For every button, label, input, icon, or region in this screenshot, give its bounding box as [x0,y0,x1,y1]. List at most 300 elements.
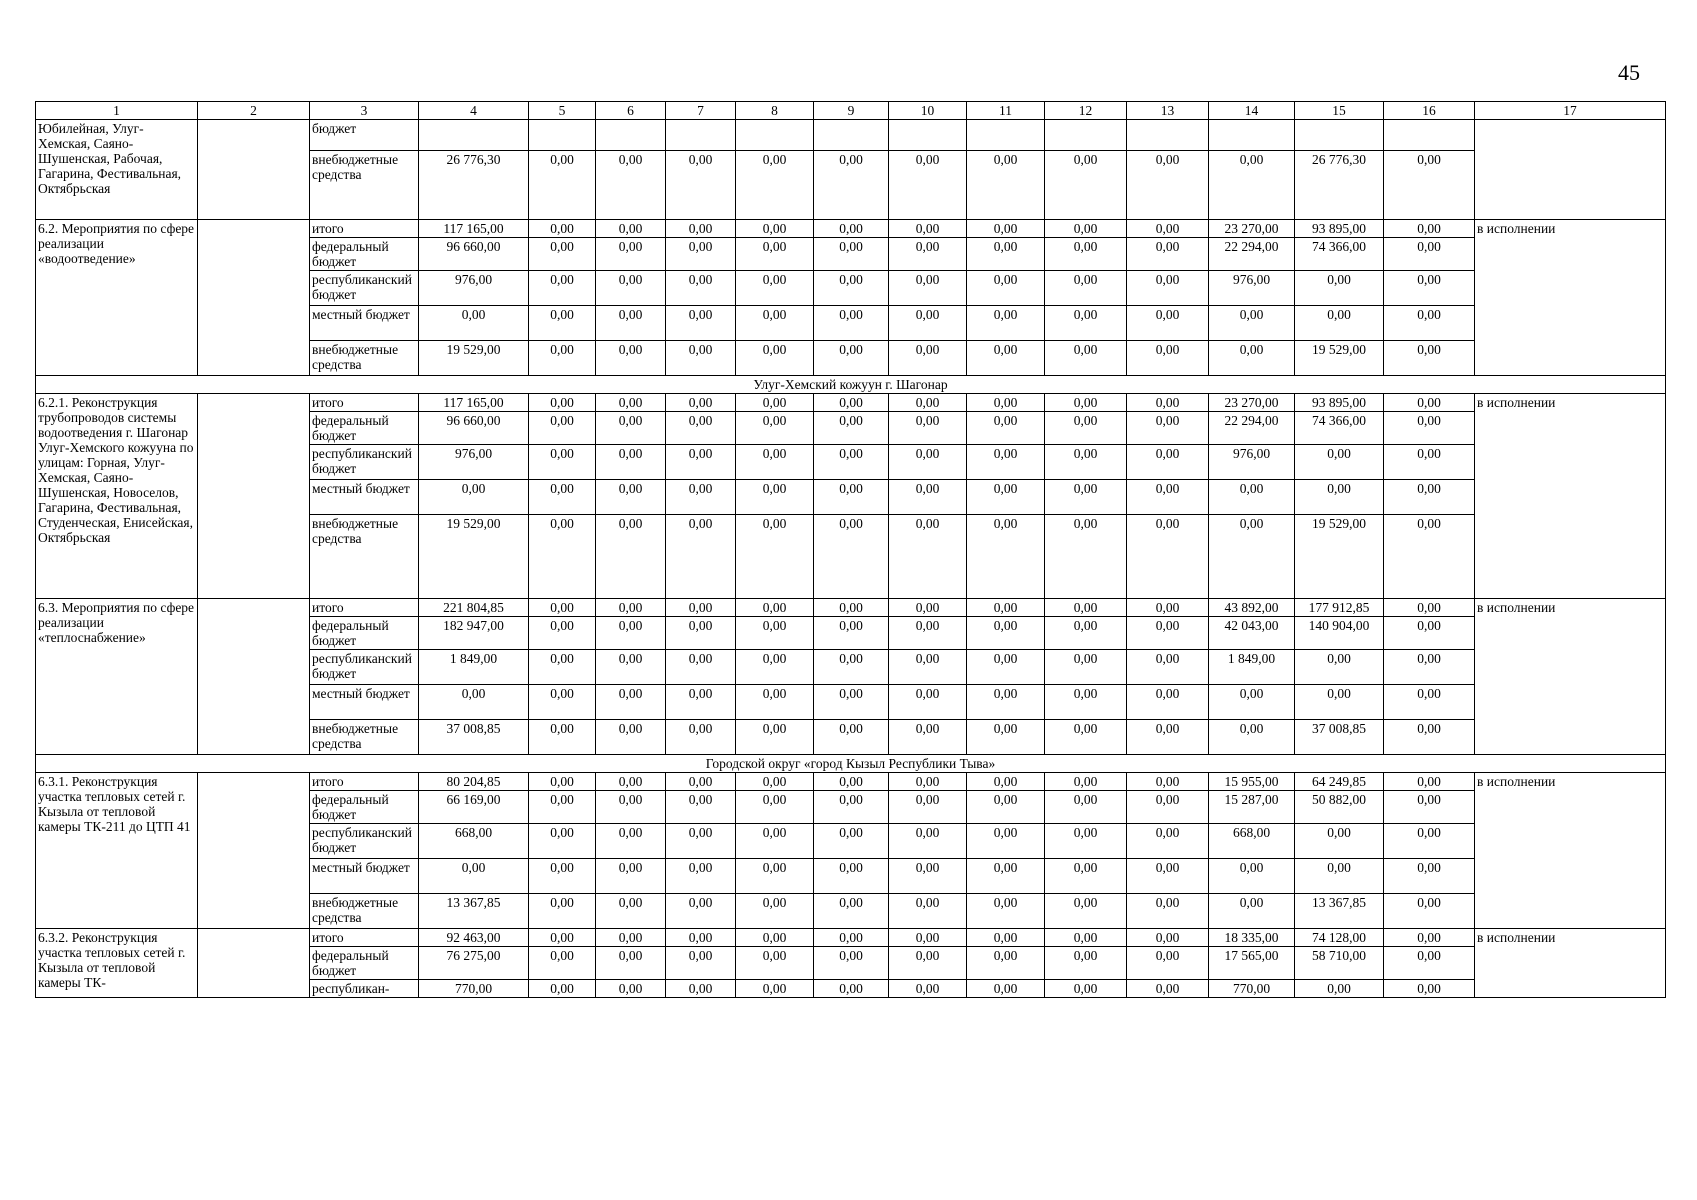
amount-cell: 0,00 [736,445,814,480]
amount-cell: 0,00 [967,480,1045,515]
table-row [36,120,1666,151]
amount-cell: 0,00 [1127,599,1209,617]
amount-cell: 0,00 [967,720,1045,755]
amount-cell: 0,00 [596,151,666,220]
budget-table [35,101,1666,998]
amount-cell: 0,00 [967,151,1045,220]
amount-cell: 0,00 [1384,151,1475,220]
funding-source: итого [310,220,419,238]
amount-cell: 0,00 [596,859,666,894]
amount-cell: 0,00 [814,980,889,998]
amount-cell: 0,00 [529,515,596,599]
amount-cell: 770,00 [419,980,529,998]
amount-cell: 96 660,00 [419,412,529,445]
amount-cell: 0,00 [1295,685,1384,720]
amount-cell: 26 776,30 [1295,151,1384,220]
table-row [36,773,1666,791]
amount-cell: 0,00 [529,791,596,824]
amount-cell: 19 529,00 [1295,515,1384,599]
amount-cell [666,120,736,151]
amount-cell: 0,00 [967,894,1045,929]
column-2-cell [198,120,310,220]
funding-source: внебюджетные средства [310,341,419,376]
amount-cell: 0,00 [529,445,596,480]
amount-cell: 0,00 [814,445,889,480]
amount-cell: 0,00 [889,412,967,445]
amount-cell: 0,00 [1384,341,1475,376]
amount-cell: 0,00 [736,151,814,220]
amount-cell: 0,00 [596,947,666,980]
amount-cell: 0,00 [1045,685,1127,720]
amount-cell: 17 565,00 [1209,947,1295,980]
amount-cell: 0,00 [596,980,666,998]
amount-cell: 0,00 [1045,341,1127,376]
amount-cell: 0,00 [1295,445,1384,480]
amount-cell [419,120,529,151]
amount-cell: 0,00 [736,791,814,824]
amount-cell: 0,00 [967,445,1045,480]
amount-cell: 0,00 [1384,306,1475,341]
amount-cell: 0,00 [1127,151,1209,220]
amount-cell: 0,00 [736,650,814,685]
status-cell: в исполнении [1475,929,1666,998]
amount-cell: 0,00 [1384,412,1475,445]
amount-cell: 0,00 [1384,894,1475,929]
amount-cell: 0,00 [1384,617,1475,650]
amount-cell: 74 366,00 [1295,412,1384,445]
activity-name: 6.3. Мероприятия по сфере реализации «теплоснабжение» [36,599,198,755]
amount-cell: 0,00 [1127,445,1209,480]
amount-cell: 0,00 [967,824,1045,859]
section-title-row [36,376,1666,394]
funding-source: местный бюджет [310,685,419,720]
amount-cell: 0,00 [889,980,967,998]
amount-cell: 0,00 [1384,599,1475,617]
amount-cell: 0,00 [736,617,814,650]
amount-cell: 0,00 [736,947,814,980]
amount-cell: 0,00 [1209,151,1295,220]
amount-cell: 0,00 [419,685,529,720]
amount-cell: 0,00 [1127,980,1209,998]
amount-cell: 0,00 [1384,650,1475,685]
amount-cell: 976,00 [419,271,529,306]
amount-cell: 0,00 [596,394,666,412]
amount-cell: 0,00 [1045,220,1127,238]
amount-cell: 0,00 [967,650,1045,685]
amount-cell: 13 367,85 [419,894,529,929]
amount-cell: 0,00 [666,341,736,376]
table-row [36,220,1666,238]
amount-cell: 668,00 [419,824,529,859]
activity-name: 6.2.1. Реконструкция трубопроводов системы водоотведения г. Шагонар Улуг-Хемского кожууна по улицам: Горная, Улуг-Хемская, Саяно-Шушенская, Новоселов, Гагарина, Фестивальная, Студенческая, Енисейская, Октябрьская [36,394,198,599]
amount-cell: 976,00 [1209,445,1295,480]
amount-cell: 0,00 [1295,306,1384,341]
amount-cell: 0,00 [967,947,1045,980]
amount-cell: 0,00 [529,617,596,650]
amount-cell: 221 804,85 [419,599,529,617]
amount-cell: 0,00 [596,271,666,306]
amount-cell: 0,00 [666,394,736,412]
amount-cell: 0,00 [1045,947,1127,980]
amount-cell: 0,00 [889,220,967,238]
amount-cell [1295,120,1384,151]
amount-cell: 0,00 [529,599,596,617]
amount-cell: 0,00 [1127,859,1209,894]
amount-cell: 0,00 [666,720,736,755]
amount-cell: 0,00 [1045,617,1127,650]
amount-cell: 23 270,00 [1209,220,1295,238]
amount-cell: 0,00 [666,617,736,650]
amount-cell: 0,00 [1045,720,1127,755]
amount-cell: 0,00 [1127,220,1209,238]
amount-cell: 0,00 [529,412,596,445]
amount-cell: 0,00 [1127,791,1209,824]
column-number: 12 [1045,102,1127,120]
amount-cell: 0,00 [529,824,596,859]
amount-cell: 0,00 [736,341,814,376]
column-number-row [36,102,1666,120]
amount-cell: 37 008,85 [419,720,529,755]
amount-cell: 0,00 [1045,791,1127,824]
amount-cell: 0,00 [666,859,736,894]
amount-cell: 0,00 [1127,412,1209,445]
amount-cell: 0,00 [529,306,596,341]
amount-cell: 0,00 [967,599,1045,617]
amount-cell: 0,00 [419,859,529,894]
amount-cell: 0,00 [666,445,736,480]
amount-cell: 93 895,00 [1295,394,1384,412]
amount-cell: 140 904,00 [1295,617,1384,650]
amount-cell: 0,00 [1209,720,1295,755]
funding-source: внебюджетные средства [310,720,419,755]
amount-cell: 0,00 [1045,445,1127,480]
funding-source: итого [310,599,419,617]
amount-cell [967,120,1045,151]
amount-cell: 0,00 [529,929,596,947]
amount-cell: 0,00 [967,617,1045,650]
amount-cell: 0,00 [736,773,814,791]
amount-cell: 0,00 [1127,306,1209,341]
amount-cell: 0,00 [736,929,814,947]
amount-cell: 0,00 [1209,515,1295,599]
amount-cell: 0,00 [1127,824,1209,859]
table-row [36,599,1666,617]
amount-cell: 0,00 [1209,341,1295,376]
amount-cell: 0,00 [1127,773,1209,791]
amount-cell: 117 165,00 [419,220,529,238]
amount-cell: 668,00 [1209,824,1295,859]
amount-cell: 0,00 [666,220,736,238]
funding-source: внебюджетные средства [310,515,419,599]
column-number: 3 [310,102,419,120]
status-cell: в исполнении [1475,394,1666,599]
funding-source: внебюджетные средства [310,151,419,220]
amount-cell: 92 463,00 [419,929,529,947]
amount-cell: 0,00 [1384,947,1475,980]
amount-cell [529,120,596,151]
amount-cell: 0,00 [596,220,666,238]
amount-cell: 13 367,85 [1295,894,1384,929]
amount-cell: 0,00 [889,515,967,599]
status-cell [1475,120,1666,220]
amount-cell: 0,00 [1384,220,1475,238]
amount-cell: 0,00 [1127,685,1209,720]
amount-cell: 74 128,00 [1295,929,1384,947]
amount-cell: 0,00 [529,720,596,755]
amount-cell: 0,00 [666,894,736,929]
amount-cell: 0,00 [1384,980,1475,998]
amount-cell: 0,00 [529,394,596,412]
amount-cell: 0,00 [814,341,889,376]
amount-cell: 0,00 [529,980,596,998]
funding-source: федеральный бюджет [310,791,419,824]
amount-cell: 770,00 [1209,980,1295,998]
amount-cell: 0,00 [814,238,889,271]
amount-cell: 0,00 [967,515,1045,599]
amount-cell: 0,00 [419,306,529,341]
activity-name: 6.3.1. Реконструкция участка тепловых сетей г. Кызыла от тепловой камеры ТК-211 до ЦТП 41 [36,773,198,929]
amount-cell: 182 947,00 [419,617,529,650]
amount-cell: 0,00 [1209,859,1295,894]
amount-cell: 0,00 [1045,980,1127,998]
amount-cell: 0,00 [889,306,967,341]
amount-cell: 0,00 [967,685,1045,720]
funding-source: республиканский бюджет [310,445,419,480]
amount-cell: 0,00 [529,220,596,238]
amount-cell: 0,00 [814,271,889,306]
amount-cell: 0,00 [814,220,889,238]
funding-source: федеральный бюджет [310,947,419,980]
status-cell: в исполнении [1475,773,1666,929]
amount-cell: 0,00 [736,980,814,998]
amount-cell: 0,00 [967,980,1045,998]
amount-cell: 0,00 [596,445,666,480]
amount-cell: 0,00 [1127,617,1209,650]
amount-cell: 0,00 [814,650,889,685]
amount-cell: 66 169,00 [419,791,529,824]
amount-cell: 0,00 [666,824,736,859]
amount-cell: 0,00 [814,824,889,859]
amount-cell: 0,00 [596,720,666,755]
amount-cell: 0,00 [736,685,814,720]
amount-cell: 0,00 [596,341,666,376]
funding-source: республикан- [310,980,419,998]
amount-cell: 0,00 [889,650,967,685]
amount-cell: 23 270,00 [1209,394,1295,412]
amount-cell: 0,00 [967,929,1045,947]
amount-cell: 0,00 [1384,720,1475,755]
funding-source: местный бюджет [310,306,419,341]
funding-source: бюджет [310,120,419,151]
amount-cell: 0,00 [814,773,889,791]
funding-source: республиканский бюджет [310,824,419,859]
amount-cell: 0,00 [666,151,736,220]
amount-cell: 19 529,00 [419,515,529,599]
amount-cell [1384,120,1475,151]
amount-cell: 0,00 [666,599,736,617]
amount-cell: 0,00 [889,341,967,376]
amount-cell: 0,00 [1384,929,1475,947]
amount-cell: 0,00 [596,480,666,515]
amount-cell: 50 882,00 [1295,791,1384,824]
section-title: Улуг-Хемский кожуун г. Шагонар [36,376,1666,394]
amount-cell: 0,00 [1384,859,1475,894]
amount-cell: 0,00 [889,480,967,515]
amount-cell: 15 287,00 [1209,791,1295,824]
amount-cell: 0,00 [666,791,736,824]
amount-cell: 0,00 [889,271,967,306]
amount-cell: 0,00 [1384,445,1475,480]
amount-cell: 18 335,00 [1209,929,1295,947]
funding-source: внебюджетные средства [310,894,419,929]
column-2-cell [198,929,310,998]
amount-cell: 0,00 [1127,720,1209,755]
amount-cell: 0,00 [1384,685,1475,720]
page-number: 45 [1618,60,1640,85]
amount-cell: 0,00 [529,650,596,685]
amount-cell: 0,00 [596,412,666,445]
amount-cell: 58 710,00 [1295,947,1384,980]
column-number: 6 [596,102,666,120]
amount-cell [889,120,967,151]
funding-source: республиканский бюджет [310,650,419,685]
amount-cell: 0,00 [1127,650,1209,685]
amount-cell: 0,00 [967,238,1045,271]
column-number: 8 [736,102,814,120]
amount-cell: 0,00 [1045,599,1127,617]
funding-source: федеральный бюджет [310,617,419,650]
amount-cell: 0,00 [814,929,889,947]
amount-cell: 0,00 [736,824,814,859]
amount-cell: 0,00 [596,650,666,685]
amount-cell: 0,00 [1209,894,1295,929]
amount-cell: 0,00 [666,980,736,998]
amount-cell: 19 529,00 [419,341,529,376]
amount-cell: 0,00 [889,394,967,412]
amount-cell: 0,00 [1295,859,1384,894]
amount-cell: 0,00 [596,599,666,617]
amount-cell: 0,00 [666,306,736,341]
amount-cell: 0,00 [1209,685,1295,720]
column-number: 7 [666,102,736,120]
amount-cell: 0,00 [666,515,736,599]
amount-cell: 0,00 [529,894,596,929]
amount-cell: 0,00 [596,685,666,720]
amount-cell: 0,00 [1045,773,1127,791]
amount-cell: 0,00 [596,791,666,824]
amount-cell: 0,00 [419,480,529,515]
table-body [36,102,1666,998]
amount-cell: 0,00 [814,412,889,445]
amount-cell: 42 043,00 [1209,617,1295,650]
amount-cell: 0,00 [596,894,666,929]
amount-cell: 0,00 [814,151,889,220]
amount-cell: 0,00 [666,650,736,685]
amount-cell: 0,00 [814,599,889,617]
amount-cell: 0,00 [814,685,889,720]
amount-cell: 0,00 [1045,859,1127,894]
amount-cell: 0,00 [596,824,666,859]
amount-cell: 0,00 [666,238,736,271]
amount-cell: 0,00 [1127,947,1209,980]
amount-cell: 37 008,85 [1295,720,1384,755]
amount-cell: 0,00 [1384,394,1475,412]
amount-cell: 0,00 [736,220,814,238]
amount-cell: 0,00 [596,238,666,271]
amount-cell: 0,00 [736,238,814,271]
amount-cell: 0,00 [736,271,814,306]
column-number: 4 [419,102,529,120]
amount-cell: 0,00 [1127,271,1209,306]
amount-cell: 0,00 [1127,515,1209,599]
column-number: 1 [36,102,198,120]
amount-cell: 0,00 [814,480,889,515]
amount-cell: 0,00 [666,271,736,306]
amount-cell: 0,00 [1384,271,1475,306]
amount-cell: 0,00 [1295,650,1384,685]
amount-cell: 0,00 [814,859,889,894]
amount-cell: 0,00 [1045,894,1127,929]
amount-cell: 0,00 [814,394,889,412]
amount-cell: 0,00 [736,480,814,515]
amount-cell: 0,00 [967,773,1045,791]
amount-cell: 0,00 [967,306,1045,341]
amount-cell: 0,00 [1384,515,1475,599]
amount-cell: 0,00 [1045,824,1127,859]
amount-cell: 0,00 [1384,480,1475,515]
column-number: 15 [1295,102,1384,120]
table-row [36,394,1666,412]
amount-cell: 0,00 [736,894,814,929]
funding-source: итого [310,773,419,791]
funding-source: итого [310,394,419,412]
amount-cell: 0,00 [967,791,1045,824]
amount-cell: 0,00 [666,685,736,720]
amount-cell: 0,00 [596,929,666,947]
amount-cell: 0,00 [1295,271,1384,306]
column-number: 13 [1127,102,1209,120]
amount-cell: 0,00 [529,271,596,306]
amount-cell: 0,00 [967,859,1045,894]
amount-cell: 0,00 [736,412,814,445]
amount-cell: 0,00 [889,791,967,824]
amount-cell: 0,00 [1209,480,1295,515]
amount-cell: 0,00 [889,599,967,617]
amount-cell: 0,00 [814,947,889,980]
amount-cell: 976,00 [419,445,529,480]
amount-cell: 0,00 [889,947,967,980]
amount-cell: 0,00 [814,791,889,824]
amount-cell: 0,00 [889,894,967,929]
amount-cell: 0,00 [889,824,967,859]
amount-cell: 0,00 [814,720,889,755]
activity-name: Юбилейная, Улуг-Хемская, Саяно-Шушенская, Рабочая, Гагарина, Фестивальная, Октябрьская [36,120,198,220]
amount-cell: 0,00 [1295,824,1384,859]
amount-cell: 0,00 [1295,480,1384,515]
amount-cell: 0,00 [529,685,596,720]
amount-cell: 117 165,00 [419,394,529,412]
funding-source: итого [310,929,419,947]
amount-cell: 76 275,00 [419,947,529,980]
column-2-cell [198,220,310,376]
amount-cell: 0,00 [1127,929,1209,947]
amount-cell: 0,00 [889,445,967,480]
amount-cell: 0,00 [967,412,1045,445]
amount-cell: 0,00 [889,238,967,271]
amount-cell [1045,120,1127,151]
amount-cell: 0,00 [736,599,814,617]
amount-cell: 0,00 [814,306,889,341]
